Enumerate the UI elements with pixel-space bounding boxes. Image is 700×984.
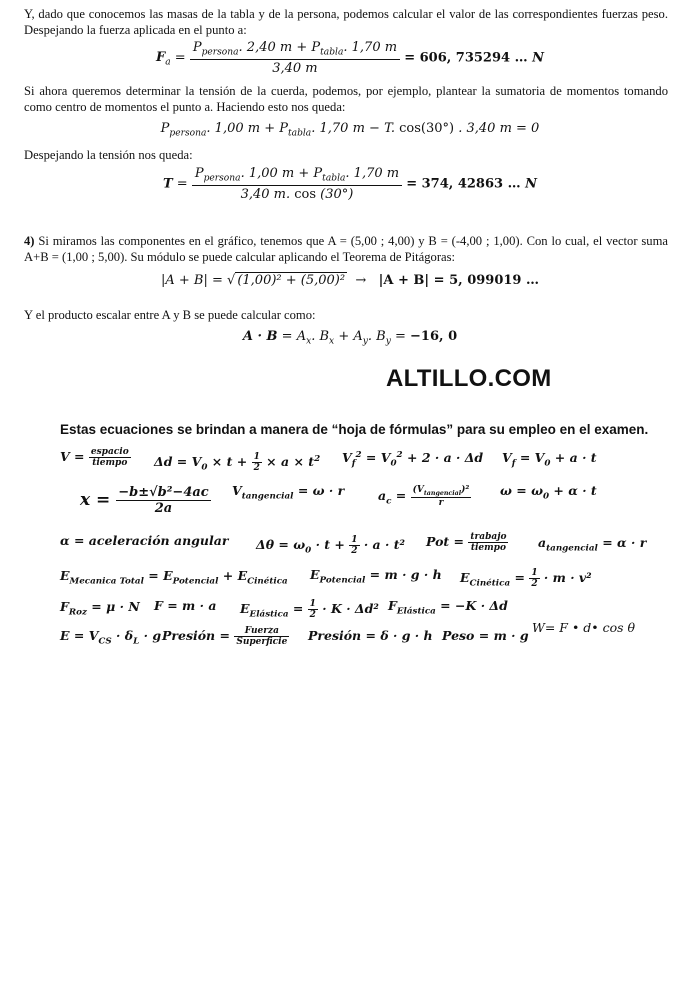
formula-mechanical-energy: $E_{Mecanica Total} = E_{Potencial} + E_{Cinética}$ (60, 568, 288, 587)
pressure-numerator: Fuerza (234, 626, 289, 637)
paragraph-dot-product-text: Y el producto escalar entre A y B se puede calcular como: (24, 308, 316, 322)
eq1-fraction: $\frac{P_{persona}. 2,40 m + P_{tabla}. 1,70 m}{3,40 m}$ (190, 40, 400, 76)
paragraph-torque-text: Si ahora queremos determinar la tensión de la cuerda, podemos, por ejemplo, plantear la sumatoria de momentos tomando como centro de momentos el punto a. Haciendo esto nos queda: (24, 84, 668, 114)
formula-angular-velocity: $\omega = \omega_0 + \alpha \cdot t$ (500, 483, 597, 502)
formula-displacement: $\Delta d = V_0 \times t$ + $\frac{1}{2}$ × $a \times t^2$ (154, 452, 321, 473)
equation-dot-product: $A \cdot B = A_x$. $B_x + A_y$. $B_y = -16$, 0 (242, 329, 458, 347)
formula-final-velocity: $V_f = V_0 + a \cdot t$ (502, 450, 597, 469)
formula-angular-acceleration: α = aceleración angular (60, 533, 229, 548)
formula-elastic-force: $F_{Elástica} = -K \cdot \Delta d$ (388, 598, 508, 617)
formula-buoyancy: $E = V_{CS} \cdot \delta_L \cdot g$ (60, 628, 162, 647)
paragraph-vectors-text: Si miramos las componentes en el gráfico, tenemos que A = (5,00 ; 4,00) y B = (-4,00 ; 1,00). Con lo cual, el vector suma A+B = (1,00 ; 5,00). Su módulo se puede calcular aplicando el Teorema de Pitágoras: (24, 234, 668, 264)
formula-tangential-velocity: $V_{tangencial} = \omega \cdot r$ (232, 483, 345, 502)
power-denominator: tiempo (470, 543, 506, 553)
formula-velocity: V = $\frac{\text{espacio}}{\text{tiempo}}$ (60, 447, 129, 468)
formula-power: Pot = $\frac{\text{trabajo}}{\text{tiempo}}$ (426, 532, 507, 553)
formula-work (532, 620, 635, 635)
formula-hydrostatic-pressure: Presión = δ · g · h (308, 628, 433, 643)
formula-tangential-acceleration: $a_{tangencial} = \alpha \cdot r$ (538, 535, 647, 554)
formula-work-text: W= F • d• cos θ (532, 620, 636, 635)
formula-friction: $F_{Roz} = \mu \cdot N$ (60, 599, 140, 618)
formula-quadratic: x = $\frac{\text{−b±√b²−4ac}}{2a}$ (80, 485, 209, 516)
power-numerator: trabajo (470, 532, 507, 542)
eq1-lhs: $F_a$ (155, 50, 171, 68)
paragraph-tension-text: Despejando la tensión nos queda: (24, 148, 193, 162)
paragraph-torque (24, 83, 668, 115)
paragraph-intro (24, 6, 668, 38)
altillo-watermark: ALTILLO.COM (386, 365, 552, 392)
question-number: 4) (24, 234, 35, 248)
equation-magnitude: |A + B| = √ (1,00)² + (5,00)² → |A + B| = 5, 099019 … (161, 273, 539, 288)
velocity-numerator: espacio (90, 447, 129, 457)
eq4-result: |A + B| = 5, 099019 … (378, 273, 539, 288)
formula-elastic-energy: $E_{Elástica}$ = $\frac{1}{2}$ · K · Δd² (240, 599, 379, 620)
formula-newton-second-law: F = m · a (154, 598, 217, 613)
equation-tension: T = $\frac{P_{persona}. 1,00 m + P_{tabla}. 1,70 m}{3,40 m. \cos (30^\circ)}$ = 374, 42863 … N (162, 166, 537, 202)
formula-pressure: Presión = $\frac{\text{Fuerza}}{\text{Superficie}}$ (162, 626, 288, 647)
velocity-denominator: tiempo (92, 458, 128, 468)
paragraph-intro-text: Y, dado que conocemos las masas de la tabla y de la persona, podemos calcular el valor de las correspondientes fuerzas peso. Despejando la fuerza aplicada en el punto a: (24, 7, 668, 37)
formula-velocity-squared: $V_f^2 = V_0^2 + 2 \cdot a \cdot \Delta d$ (342, 450, 484, 469)
equation-moment-sum: $P_{persona}$. 1,00 $m + P_{tabla}$. 1,70 m − T. cos(30°) . 3,40 m = 0 (160, 121, 540, 139)
paragraph-vectors (24, 233, 668, 265)
formula-potential-energy: $E_{Potencial} = m \cdot g \cdot h$ (310, 567, 442, 586)
eq3-fraction: $\frac{P_{persona}. 1,00 m + P_{tabla}. 1,70 m}{3,40 m. \cos (30^\circ)}$ (192, 166, 402, 202)
formula-sheet-title: Estas ecuaciones se brindan a manera de “hoja de fórmulas” para su empleo en el examen. (60, 422, 649, 437)
formula-kinetic-energy: $E_{Cinética}$ = $\frac{1}{2}$ · m · v² (460, 568, 592, 589)
formula-centripetal-acceleration: $a_c$ = $\frac{(V_{tangencial})^2}{r}$ (378, 485, 470, 508)
pressure-denominator: Superficie (236, 637, 288, 647)
eq4-arrow: → (355, 273, 367, 288)
formula-weight: Peso = m · g (442, 628, 529, 643)
paragraph-tension (24, 147, 668, 163)
eq3-result: = 374, 42863 … N (406, 176, 537, 192)
eq4-left: |A + B| = (161, 273, 223, 288)
eq1-result: = 606, 735294 … N (404, 50, 545, 66)
equation-fa: $F_a$ = $\frac{P_{persona}. 2,40 m + P_{tabla}. 1,70 m}{3,40 m}$ = 606, 735294 … N (155, 40, 545, 76)
eq4-radicand: (1,00)² + (5,00)² (237, 273, 346, 288)
formula-angular-displacement: $\Delta\theta = \omega_0 \cdot t$ + $\frac{1}{2}$ · a · t² (256, 535, 405, 556)
paragraph-dot-product (24, 307, 668, 323)
